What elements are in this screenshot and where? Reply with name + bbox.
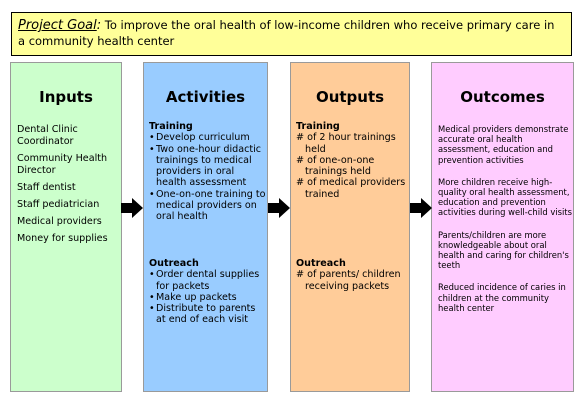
- activity-item: • Make up packets: [149, 292, 267, 303]
- activities-column: [143, 62, 268, 392]
- project-goal-label: Project Goal:: [18, 18, 102, 33]
- input-item: Dental Clinic Coordinator: [17, 124, 78, 147]
- outputs-title: Outputs: [315, 88, 385, 106]
- output-item: # of 2 hour trainings held: [296, 132, 396, 155]
- input-item: Money for supplies: [17, 233, 108, 244]
- activity-item: • Order dental supplies for packets: [149, 269, 267, 292]
- input-item: Community Health Director: [17, 153, 108, 176]
- output-item: # of one-on-one trainings held: [296, 154, 375, 178]
- outcome-item: Parents/children are more knowledgeable about oral health and caring for children's teeth: [438, 229, 569, 271]
- activity-item: • One-on-one training to medical providers on oral health: [149, 189, 267, 223]
- right-arrow-icon: [410, 198, 432, 218]
- output-item: # of parents/ children receiving packets: [296, 269, 401, 292]
- output-item: # of medical providers trained: [296, 177, 406, 200]
- activities-outreach-heading: Outreach: [149, 258, 199, 269]
- outputs-outreach-section: [296, 258, 408, 292]
- right-arrow-icon: [121, 198, 143, 218]
- outcomes-list: [438, 124, 572, 325]
- inputs-column: [10, 62, 122, 392]
- input-item: Medical providers: [17, 216, 102, 227]
- activities-training-heading: Training: [149, 121, 193, 132]
- activity-item: • Develop curriculum: [149, 132, 267, 143]
- outcome-item: Reduced incidence of caries in children at the community health center: [438, 282, 566, 313]
- outcome-item: More children receive high-quality oral health assessment, education and prevention activities during well-child visits: [438, 176, 572, 218]
- input-item: Staff pediatrician: [17, 199, 100, 210]
- inputs-list: [17, 124, 121, 250]
- activities-title: Activities: [165, 88, 246, 106]
- outputs-outreach-heading: Outreach: [296, 258, 346, 269]
- outcomes-title: Outcomes: [460, 88, 545, 106]
- outputs-training-section: [296, 121, 408, 200]
- outputs-column: [290, 62, 410, 392]
- input-item: Staff dentist: [17, 182, 76, 193]
- activities-outreach-section: [149, 258, 267, 326]
- right-arrow-icon: [268, 198, 290, 218]
- project-goal-box: [11, 12, 572, 56]
- activity-item: • Two one-hour didactic trainings to medical providers in oral health assessment: [149, 144, 267, 189]
- outcomes-column: [431, 62, 574, 392]
- inputs-title: Inputs: [39, 88, 93, 106]
- project-goal-text: To improve the oral health of low-income children who receive primary care in a community health center: [18, 18, 555, 48]
- activity-item: • Distribute to parents at end of each visit: [149, 303, 267, 326]
- outcome-item: Medical providers demonstrate accurate oral health assessment, education and prevention activities: [438, 124, 569, 165]
- activities-training-section: [149, 121, 267, 223]
- outputs-training-heading: Training: [296, 121, 340, 132]
